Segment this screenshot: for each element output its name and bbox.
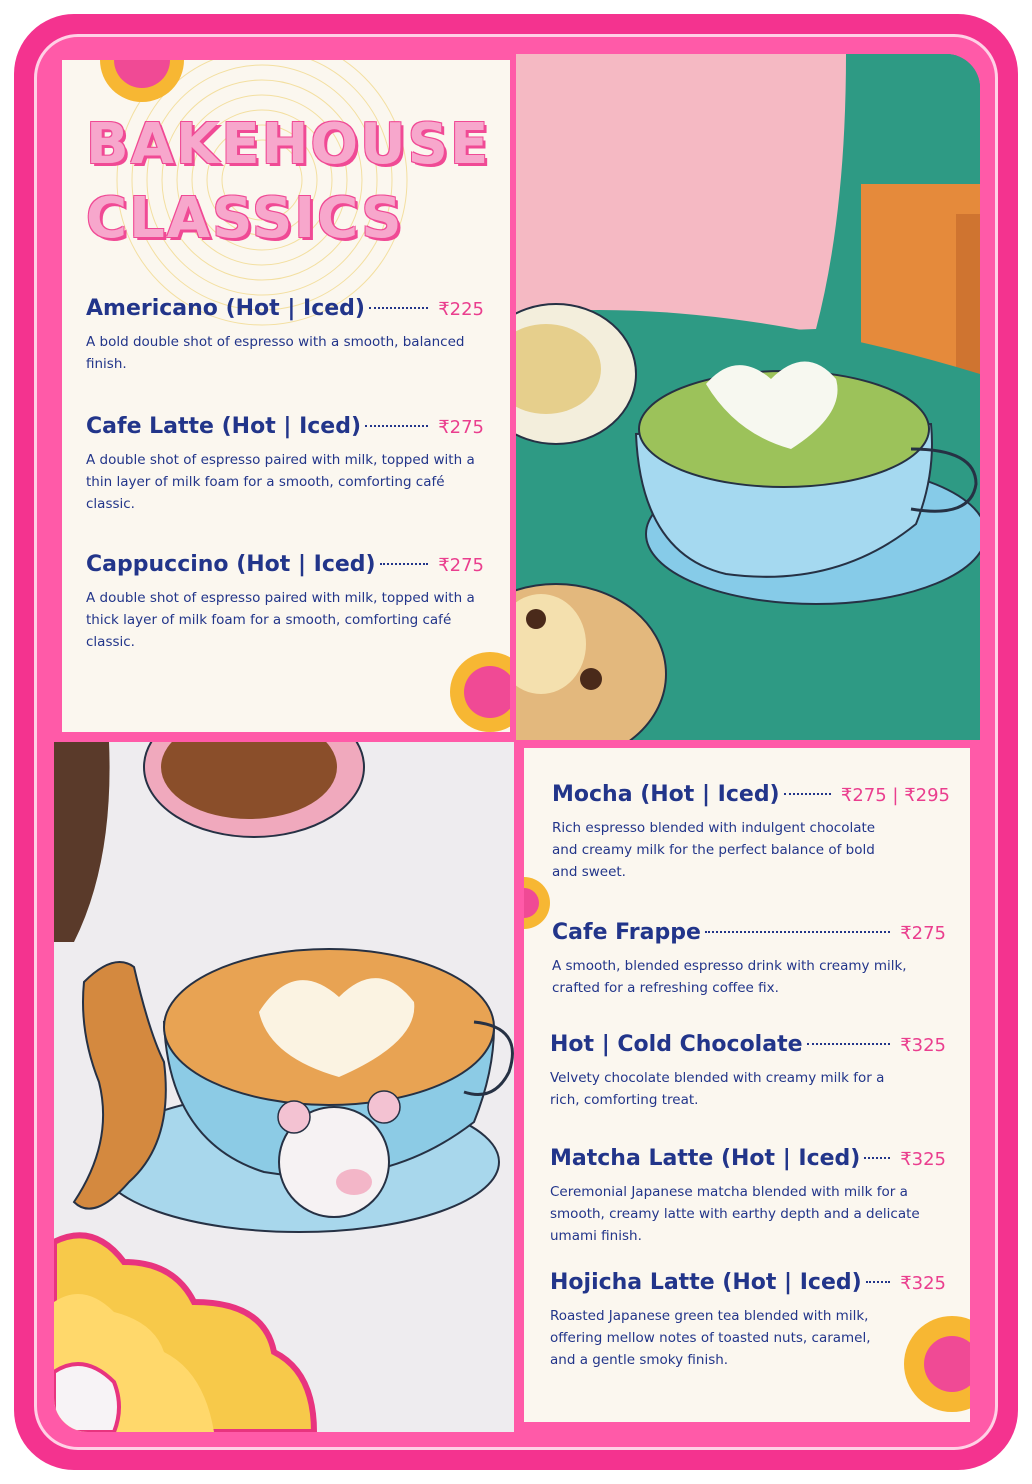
menu-item-americano: [86, 296, 484, 375]
menu-item-mocha: [552, 782, 950, 883]
menu-item-hot-cold-chocolate: [550, 1032, 946, 1111]
dot-leader: [369, 307, 428, 309]
item-price: ₹325: [900, 1035, 946, 1056]
item-name: Mocha (Hot | Iced): [552, 782, 780, 807]
item-name: Hot | Cold Chocolate: [550, 1032, 803, 1057]
dot-leader: [705, 931, 890, 933]
item-price: ₹325: [900, 1149, 946, 1170]
item-price: ₹275: [438, 417, 484, 438]
dot-leader: [365, 425, 428, 427]
dot-leader: [864, 1157, 890, 1159]
item-name: Americano (Hot | Iced): [86, 296, 365, 321]
item-price: ₹275: [438, 555, 484, 576]
title-line-2: CLASSICS: [86, 186, 404, 251]
item-name: Cafe Latte (Hot | Iced): [86, 414, 362, 439]
menu-item-cafe-latte: [86, 414, 484, 515]
item-description: A smooth, blended espresso drink with creamy milk, crafted for a refreshing coffee fix.: [552, 958, 907, 996]
title-line-1: BAKEHOUSE: [86, 112, 491, 177]
matcha-latte-photo: [516, 54, 980, 740]
menu-item-cappuccino: [86, 552, 484, 653]
item-price: ₹325: [900, 1273, 946, 1294]
dot-leader: [380, 563, 429, 565]
latte-photo: [54, 742, 514, 1432]
dot-leader: [784, 793, 831, 795]
item-name: Hojicha Latte (Hot | Iced): [550, 1270, 862, 1295]
item-price: ₹275: [900, 923, 946, 944]
item-description: Velvety chocolate blended with creamy milk for a rich, comforting treat.: [550, 1070, 885, 1108]
item-name: Cafe Frappe: [552, 920, 701, 945]
item-description: Rich espresso blended with indulgent chocolate and creamy milk for the perfect balance of bold and sweet.: [552, 820, 876, 880]
item-description: A double shot of espresso paired with milk, topped with a thick layer of milk foam for a smooth, comforting café classic.: [86, 590, 475, 650]
item-description: A double shot of espresso paired with milk, topped with a thin layer of milk foam for a smooth, comforting café classic.: [86, 452, 475, 512]
dot-leader: [807, 1043, 891, 1045]
menu-item-cafe-frappe: [552, 920, 946, 999]
item-price: ₹275 | ₹295: [840, 785, 950, 806]
item-description: Ceremonial Japanese matcha blended with milk for a smooth, creamy latte with earthy depth and a delicate umami finish.: [550, 1184, 920, 1244]
menu-title: [86, 108, 490, 256]
item-description: Roasted Japanese green tea blended with milk, offering mellow notes of toasted nuts, caramel, and a gentle smoky finish.: [550, 1308, 871, 1368]
item-price: ₹225: [438, 299, 484, 320]
dot-leader: [866, 1281, 890, 1283]
menu-item-hojicha-latte: [550, 1270, 946, 1371]
item-description: A bold double shot of espresso with a smooth, balanced finish.: [86, 334, 465, 372]
item-name: Cappuccino (Hot | Iced): [86, 552, 376, 577]
item-name: Matcha Latte (Hot | Iced): [550, 1146, 861, 1171]
menu-item-matcha-latte: [550, 1146, 946, 1247]
